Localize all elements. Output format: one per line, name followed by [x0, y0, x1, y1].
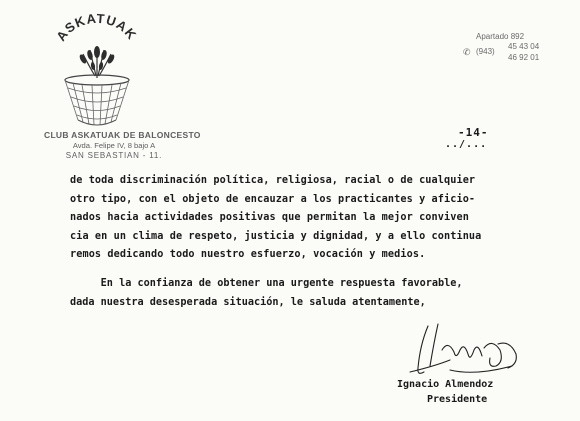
- club-name: CLUB ASKATUAK DE BALONCESTO: [44, 130, 201, 140]
- page-number: -14-: [458, 126, 489, 139]
- text-line: nados hacia actividades positivas que permitan la mejor conviven: [70, 212, 469, 223]
- phone-number-1: 45 43 04: [508, 42, 540, 51]
- phone-prefix: (943): [476, 47, 495, 56]
- club-info: [44, 130, 201, 160]
- text-line: dada nuestra desesperada situación, le saluda atentamente,: [70, 296, 426, 308]
- body-paragraph-1: [70, 172, 550, 265]
- club-city: SAN SEBASTIAN - 11.: [65, 151, 163, 160]
- text-line: cia en un clima de respeto, justicia y dignidad, y a ello continua: [70, 230, 482, 242]
- handwritten-signature: [380, 320, 530, 380]
- text-line: remos dedicando todo nuestro esfuerzo, vocación y medios.: [70, 249, 426, 260]
- telephone-icon: ✆: [463, 47, 471, 57]
- logo-text: ASKATUAK: [53, 10, 140, 44]
- phone-number-2: 46 92 01: [508, 53, 540, 62]
- signer-name: Ignacio Almendoz: [397, 379, 494, 390]
- body-paragraph-2: [70, 275, 550, 312]
- po-box: Apartado 892: [476, 32, 525, 41]
- text-line: otro tipo, con el objeto de encauzar a los practicantes y aficio-: [70, 193, 476, 205]
- text-line: de toda discriminación política, religiosa, racial o de cualquier: [70, 175, 476, 186]
- continuation-mark: ../...: [445, 139, 488, 150]
- signer-role: Presidente: [427, 394, 488, 405]
- club-logo: [52, 8, 142, 133]
- text-line: En la confianza de obtener una urgente respuesta favorable,: [70, 278, 463, 289]
- club-address: Avda. Felipe IV, 8 bajo A: [72, 141, 156, 150]
